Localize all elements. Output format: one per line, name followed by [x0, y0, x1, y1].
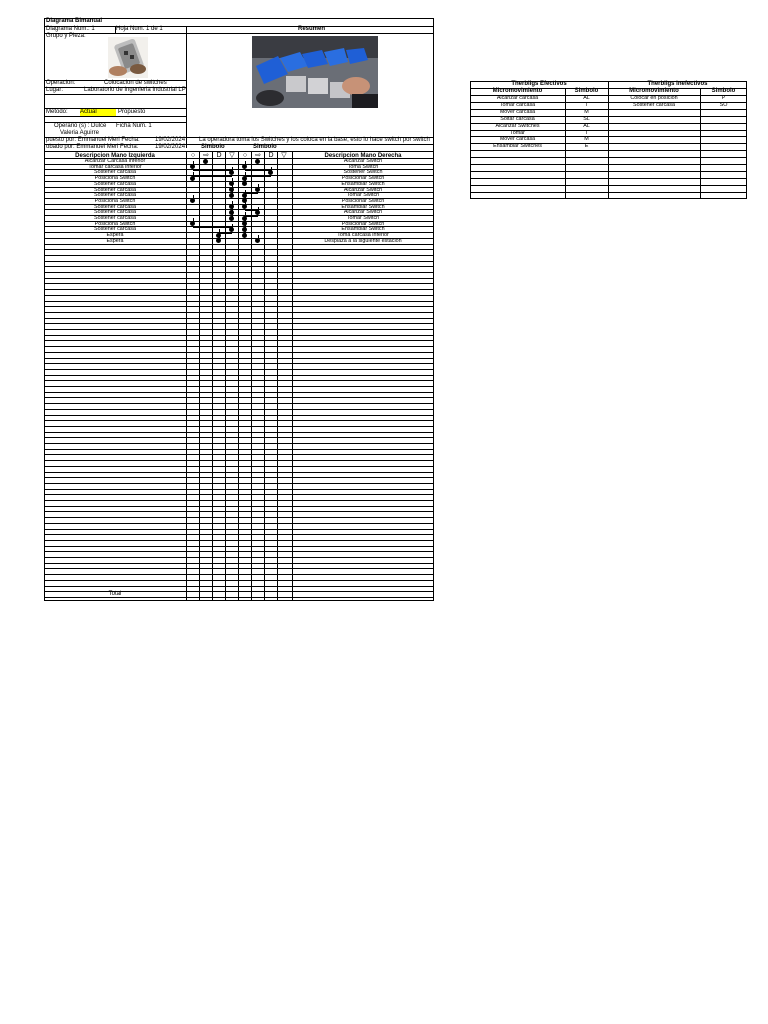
mark-connector: [193, 170, 232, 171]
right-hand-step: Toma carcasa inferior: [337, 232, 389, 239]
left-hand-step: Sostener carcasa: [94, 203, 136, 210]
mark-connector: [193, 172, 194, 178]
symbol-header: D: [216, 152, 222, 159]
left-hand-step: Posiciona Switch: [94, 220, 136, 227]
right-hand-step: Alcanzar Switch: [343, 158, 383, 164]
right-hand-step: Ensamblar Switch: [341, 226, 385, 233]
mark-connector: [193, 227, 232, 228]
left-hand-step: Sostener carcasa: [94, 192, 136, 199]
effective-therblig: Ensamblar Switches: [493, 143, 542, 150]
effective-col-symbol: Simbolo: [574, 88, 599, 94]
sheet-number: Hoja Num. 1 de 1: [116, 26, 163, 32]
effective-therblig: Alcanzar Switches: [495, 122, 540, 129]
therbligs-table: [470, 81, 747, 199]
mark-connector: [271, 167, 272, 173]
ineffective-col-micro: Micromovimiento: [629, 88, 679, 94]
left-hand-step: Sostener carcasa: [94, 215, 136, 221]
mark-connector: [245, 216, 258, 217]
mark-connector: [245, 161, 246, 167]
left-hand-step: Alcanzar Carcasa inferior: [84, 158, 146, 164]
effective-symbol: M: [584, 136, 589, 143]
effective-title: Therbligs Efectivos: [511, 81, 567, 87]
left-hand-step: Posiciona Switch: [94, 197, 136, 204]
right-hand-step: Ensamblar Switch: [341, 180, 385, 187]
left-hand-step: Tomar carcasa inferior: [88, 163, 142, 170]
left-hand-step: Sostener carcasa: [94, 226, 136, 233]
symbol-header: ⇨: [203, 152, 209, 159]
mark-connector: [245, 170, 271, 171]
right-hand-step: Toma Switch: [347, 163, 379, 170]
mark-connector: [193, 176, 232, 177]
mark-connector: [245, 229, 246, 235]
right-hand-step: Tomar Switch: [346, 215, 380, 221]
approved-date: 19/02/2024: [155, 144, 186, 150]
left-hand-step: Sostener carcasa: [94, 186, 136, 193]
symbol-right-label: Simbolo: [253, 144, 277, 150]
symbol-header: ▽: [229, 152, 235, 159]
operator-2: Valeria Aguirre: [60, 130, 99, 136]
mark-connector: [193, 218, 194, 224]
left-hand-step: Espera: [106, 232, 124, 239]
mark-connector: [245, 187, 258, 188]
method-actual: Actual: [80, 109, 116, 116]
right-hand-step: Ensamblar Switch: [341, 203, 385, 210]
mark-connector: [245, 238, 258, 239]
summary-label: Resumen: [298, 26, 326, 32]
right-hand-step: Alcanzar Switch: [343, 186, 383, 193]
mark-connector: [193, 204, 232, 205]
left-hand-step: Sostener carcasa: [94, 209, 136, 216]
group-piece-label: Grupo y Pieza:: [46, 33, 86, 39]
symbol-header: ○: [242, 152, 248, 159]
mark-connector: [193, 161, 194, 167]
mark-connector: [232, 167, 233, 173]
mark-connector: [258, 207, 259, 213]
mark-connector: [193, 164, 206, 165]
piece-photo: [108, 37, 148, 78]
symbol-header: ▽: [281, 152, 287, 159]
mark-connector: [245, 201, 246, 207]
place-label: Lugar:: [46, 87, 64, 93]
approved-by: obado por: Emmanuel Meri Fecha:: [46, 144, 139, 150]
symbol-mark: [203, 159, 208, 164]
effective-therblig: Soltar carcasa: [500, 115, 535, 122]
left-hand-step: Sostener carcasa: [94, 169, 136, 176]
right-hand-step: Sostener Switch: [343, 169, 383, 176]
mark-connector: [219, 233, 232, 234]
operation-value: Colocacion de switches: [104, 80, 167, 86]
ineffective-col-symbol: Simbolo: [711, 88, 736, 94]
effective-therblig: Tomar carcasa: [499, 101, 536, 108]
right-hand-step: Tomar Switch: [346, 192, 380, 199]
mark-connector: [245, 210, 258, 211]
symbol-mark: [255, 159, 260, 164]
effective-therblig: Mover carcasa: [499, 136, 536, 143]
mark-connector: [193, 221, 232, 222]
left-hand-step: Sostener carcasa: [94, 180, 136, 187]
ficha: Ficha Num. 1: [116, 123, 152, 129]
effective-symbol: SL: [583, 115, 590, 122]
effective-therblig: Tomar: [510, 129, 525, 136]
effective-symbol: M: [584, 108, 589, 115]
mark-connector: [232, 212, 233, 218]
effective-therblig: Alcanzar carcasa: [496, 95, 539, 101]
made-by: puesto por: Emmanuel Meri Fecha:: [46, 137, 140, 143]
mark-connector: [232, 190, 233, 196]
effective-symbol: T: [584, 101, 589, 108]
left-hand-step: Espera: [106, 237, 124, 244]
mark-connector: [193, 181, 232, 182]
mark-connector: [219, 235, 220, 241]
mark-connector: [193, 198, 232, 199]
operation-label: Operacion:: [46, 80, 76, 86]
effective-symbol: E: [584, 143, 589, 150]
ineffective-therblig: Colocar en posicion: [630, 95, 678, 101]
effective-symbol: AL: [583, 122, 590, 129]
symbol-header: ⇨: [255, 152, 261, 159]
method-label: Metodo:: [46, 109, 68, 115]
mark-connector: [245, 176, 271, 177]
effective-symbol: AL: [583, 95, 590, 101]
right-hand-step: Posicionar Switch: [341, 175, 385, 182]
ineffective-title: Therbligs Inefectivos: [647, 81, 708, 87]
note: La operadora toma los Switches y los coloca en la base, esto lo hace switch por switch: [199, 137, 430, 143]
bimanual-chart: [44, 18, 434, 601]
ineffective-symbol: P: [721, 95, 726, 101]
right-hand-step: Posicionar Switch: [341, 197, 385, 204]
symbol-header: ○: [190, 152, 196, 159]
left-hand-step: Posiciona Switch: [94, 175, 136, 182]
symbol-left-label: Simbolo: [201, 144, 225, 150]
mark-connector: [258, 235, 259, 241]
ineffective-symbol: SO: [719, 101, 728, 108]
chart-title: Diagrama Bimanual: [46, 18, 103, 24]
mark-connector: [245, 193, 258, 194]
right-hand-step: Posicionar Switch: [341, 220, 385, 227]
mark-connector: [232, 224, 233, 230]
total-label: Total: [108, 591, 122, 597]
process-photo: [252, 36, 378, 108]
method-proposed: Propuesto: [118, 109, 146, 115]
effective-symbol: T: [584, 129, 589, 136]
right-hand-step: Desplaza a la siguiente estacion: [324, 237, 402, 244]
mark-connector: [245, 178, 246, 184]
mark-connector: [193, 195, 194, 201]
diagram-number: Diagrama Num.: 1: [46, 26, 95, 32]
symbol-header: D: [268, 152, 274, 159]
effective-therblig: Mover carcasa: [499, 108, 536, 115]
right-hand-step: Alcanzar Switch: [343, 209, 383, 216]
ineffective-therblig: Sostener carcasa: [633, 101, 675, 108]
right-hand-header: Descripcion Mano Derecha: [324, 153, 402, 159]
operator: Operario (s) : Dulce: [54, 123, 107, 129]
effective-col-micro: Micromovimiento: [492, 88, 543, 94]
place-value: Laboratorio de Ingenieria Industrial LP: [84, 87, 186, 93]
mark-connector: [258, 184, 259, 190]
mark-connector: [245, 164, 258, 165]
left-hand-header: Descripcion Mano Izquierda: [75, 153, 155, 159]
made-date: 19/02/2024: [155, 137, 186, 143]
